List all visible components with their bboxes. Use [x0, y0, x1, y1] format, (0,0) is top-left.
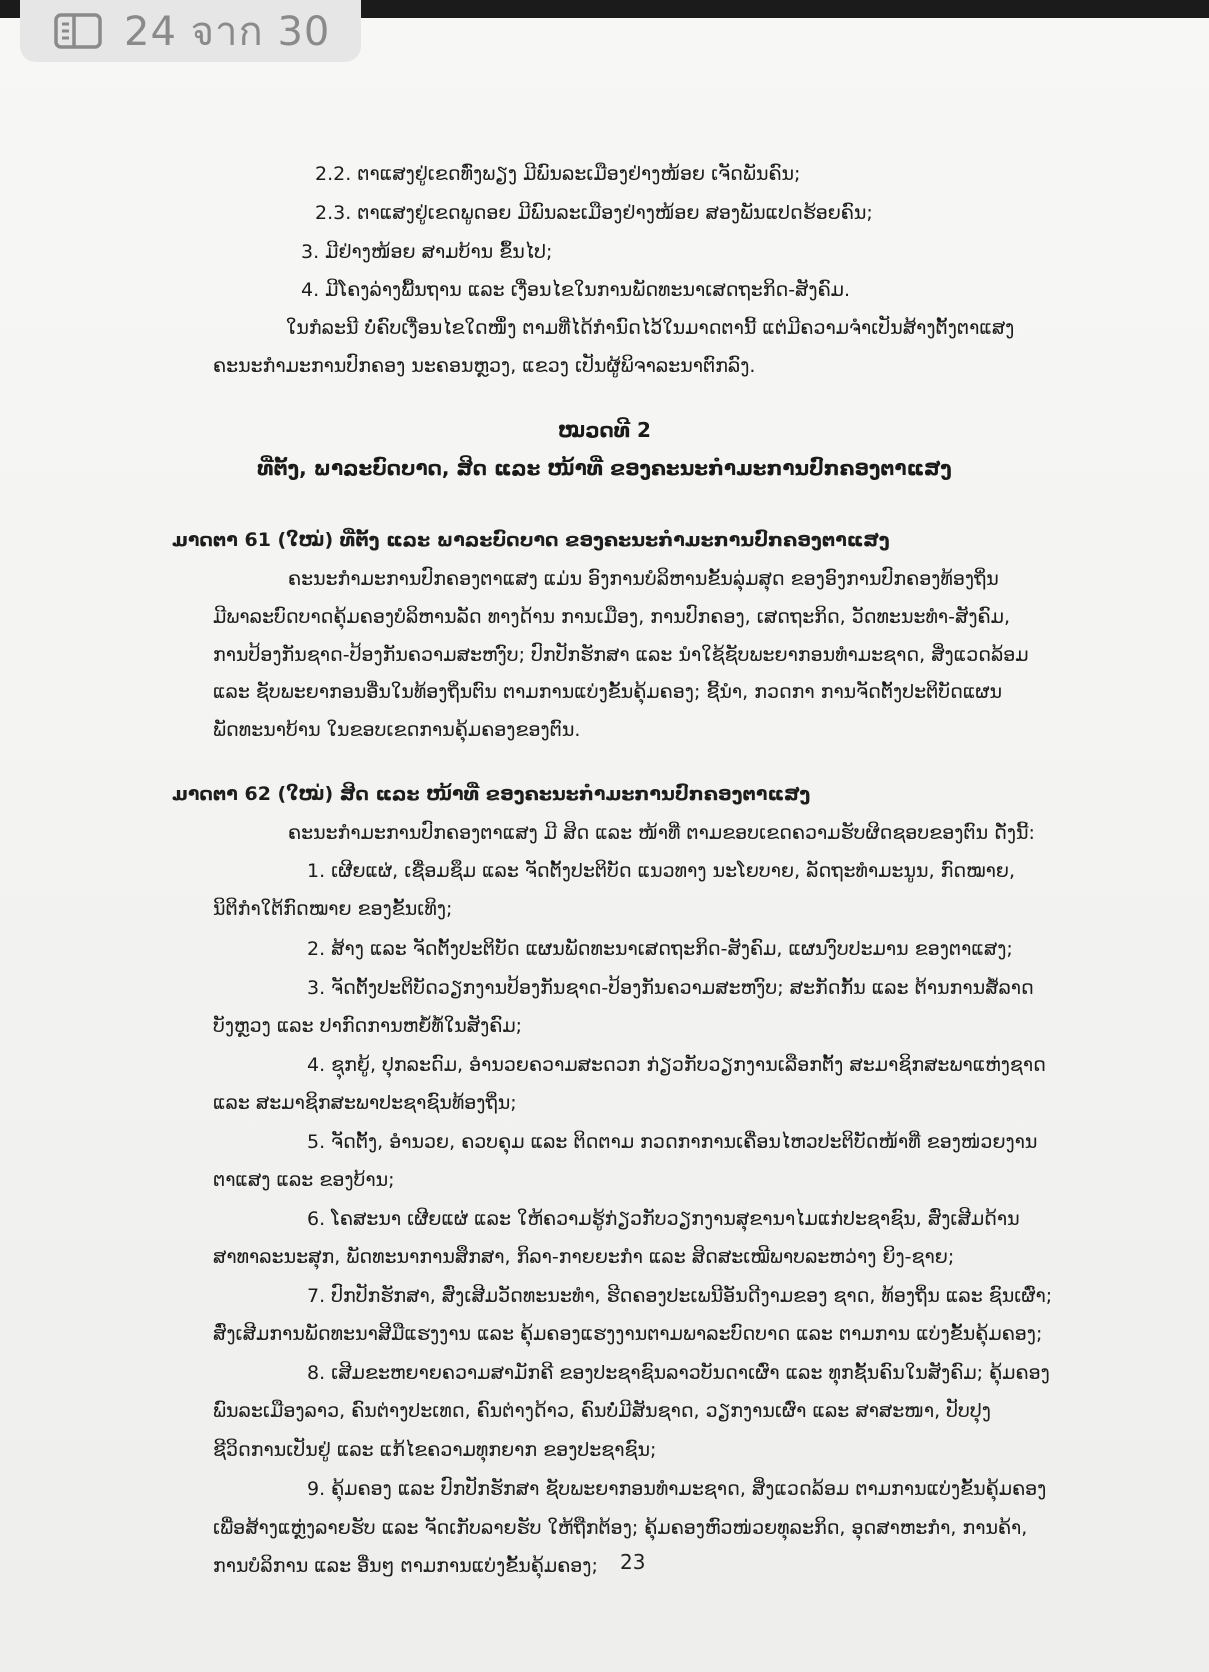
list-item: 3. ມີຢ່າງໜ້ອຍ ສາມບ້ານ ຂຶ້ນໄປ;: [301, 241, 553, 263]
article-62-line: 3. ຈັດຕັ້ງປະຕິບັດວຽກງານປ້ອງກັນຊາດ-ປ້ອງກັນຄວາມສະຫງົບ; ສະກັດກັ້ນ ແລະ ຕ້ານການສໍ້ລາດ: [307, 977, 1034, 999]
article-62-line: 6. ໂຄສະນາ ເຜີຍແຜ່ ແລະ ໃຫ້ຄວາມຮູ້ກ່ຽວກັບວຽກງານສຸຂານາໄມແກ່ປະຊາຊົນ, ສົ່ງເສີມດ້ານ: [307, 1208, 1020, 1230]
article-62-line: ຕາແສງ ແລະ ຂອງບ້ານ;: [213, 1169, 395, 1191]
article-61-heading: ມາດຕາ 61 (ໃໝ່) ທີ່ຕັ້ງ ແລະ ພາລະບົດບາດ ຂອງຄະນະກຳມະການປົກຄອງຕາແສງ: [172, 529, 890, 551]
document-page: [0, 18, 1209, 1672]
article-62-line: ສົ່ງເສີມການພັດທະນາສີມືແຮງງານ ແລະ ຄຸ້ມຄອງແຮງງານຕາມພາລະບົດບາດ ແລະ ຕາມການ ແບ່ງຂັ້ນຄຸ້ມຄອງ;: [213, 1323, 1043, 1345]
article-61-line: ການປ້ອງກັນຊາດ-ປ້ອງກັນຄວາມສະຫງົບ; ປົກປັກຮັກສາ ແລະ ນຳໃຊ້ຊັບພະຍາກອນທຳມະຊາດ, ສິ່ງແວດລ້ອມ: [213, 644, 1029, 666]
article-62-line: 7. ປົກປັກຮັກສາ, ສົ່ງເສີມວັດທະນະທຳ, ຮີດຄອງປະເພນີອັນດີງາມຂອງ ຊາດ, ທ້ອງຖິ່ນ ແລະ ຊົນເຜົ່າ;: [307, 1285, 1053, 1307]
article-62-line: ສາທາລະນະສຸກ, ພັດທະນາການສຶກສາ, ກິລາ-ກາຍຍະກຳ ແລະ ສິດສະເໝີພາບລະຫວ່າງ ຍິງ-ຊາຍ;: [213, 1246, 955, 1268]
article-62-line: 8. ເສີມຂະຫຍາຍຄວາມສາມັກຄີ ຂອງປະຊາຊົນລາວບັນດາເຜົ່າ ແລະ ທຸກຊັ້ນຄົນໃນສັງຄົມ; ຄຸ້ມຄອງ: [307, 1362, 1050, 1384]
article-62-line: ນິຕິກຳໃຕ້ກົດໝາຍ ຂອງຂັ້ນເທິງ;: [213, 898, 453, 920]
page-counter-label: 24 จาก 30: [124, 9, 331, 55]
article-62-line: 4. ຊຸກຍູ້, ປຸກລະດົມ, ອຳນວຍຄວາມສະດວກ ກ່ຽວກັບວຽກງານເລືອກຕັ້ງ ສະມາຊິກສະພາແຫ່ງຊາດ: [307, 1054, 1046, 1076]
article-61-line: ແລະ ຊັບພະຍາກອນອື່ນໃນທ້ອງຖິ່ນຕົນ ຕາມການແບ່ງຂັ້ນຄຸ້ມຄອງ; ຊີ້ນຳ, ກວດກາ ການຈັດຕັ້ງປະຕິບັດແຜນ: [213, 681, 1003, 703]
article-62-line: 9. ຄຸ້ມຄອງ ແລະ ປົກປັກຮັກສາ ຊັບພະຍາກອນທຳມະຊາດ, ສິ່ງແວດລ້ອມ ຕາມການແບ່ງຂັ້ນຄຸ້ມຄອງ: [307, 1478, 1047, 1500]
article-62-line: ເພື່ອສ້າງແຫຼ່ງລາຍຮັບ ແລະ ຈັດເກັບລາຍຮັບ ໃຫ້ຖືກຕ້ອງ; ຄຸ້ມຄອງຫົວໜ່ວຍທຸລະກິດ, ອຸດສາຫະກຳ, ການຄ້າ,: [213, 1517, 1028, 1539]
section-title: ທີ່ຕັ້ງ, ພາລະບົດບາດ, ສິດ ແລະ ໜ້າທີ່ ຂອງຄະນະກຳມະການປົກຄອງຕາແສງ: [257, 456, 952, 480]
article-62-heading: ມາດຕາ 62 (ໃໝ່) ສິດ ແລະ ໜ້າທີ່ ຂອງຄະນະກຳມະການປົກຄອງຕາແສງ: [172, 783, 811, 805]
paragraph-line: ຄະນະກຳມະການປົກຄອງ ນະຄອນຫຼວງ, ແຂວງ ເປັນຜູ້ພິຈາລະນາຕົກລົງ.: [213, 355, 756, 377]
article-62-line: ແລະ ສະມາຊິກສະພາປະຊາຊົນທ້ອງຖິ່ນ;: [213, 1092, 517, 1114]
article-61-line: ພັດທະນາບ້ານ ໃນຂອບເຂດການຄຸ້ມຄອງຂອງຕົນ.: [213, 719, 581, 741]
article-62-line: ບັງຫຼວງ ແລະ ປາກົດການຫຍໍ້ທໍ້ໃນສັງຄົມ;: [213, 1015, 523, 1037]
page-counter-pill[interactable]: [20, 0, 361, 62]
list-item: 2.2. ຕາແສງຢູ່ເຂດທົ່ງພຽງ ມີພົນລະເມືອງຢ່າງໜ້ອຍ ເຈັດພັນຄົນ;: [315, 163, 801, 185]
article-62-line: ຄະນະກຳມະການປົກຄອງຕາແສງ ມີ ສິດ ແລະ ໜ້າທີ່ ຕາມຂອບເຂດຄວາມຮັບຜິດຊອບຂອງຕົນ ດັ່ງນີ້:: [288, 822, 1035, 844]
article-61-line: ຄະນະກຳມະການປົກຄອງຕາແສງ ແມ່ນ ອົງການບໍລິຫານຂັ້ນລຸ່ມສຸດ ຂອງອົງການປົກຄອງທ້ອງຖິ່ນ: [288, 568, 999, 590]
book-icon: [54, 13, 102, 49]
article-62-line: 2. ສ້າງ ແລະ ຈັດຕັ້ງປະຕິບັດ ແຜນພັດທະນາເສດຖະກິດ-ສັງຄົມ, ແຜນງົບປະມານ ຂອງຕາແສງ;: [307, 938, 1013, 960]
article-62-line: ຊີວິດການເປັນຢູ່ ແລະ ແກ້ໄຂຄວາມທຸກຍາກ ຂອງປະຊາຊົນ;: [213, 1439, 657, 1461]
article-62-line: 5. ຈັດຕັ້ງ, ອຳນວຍ, ຄວບຄຸມ ແລະ ຕິດຕາມ ກວດກາການເຄື່ອນໄຫວປະຕິບັດໜ້າທີ່ ຂອງໜ່ວຍງານ: [307, 1131, 1038, 1153]
paragraph-line: ໃນກໍລະນີ ບໍ່ຄົບເງື່ອນໄຂໃດໜຶ່ງ ຕາມທີ່ໄດ້ກຳນົດໄວ້ໃນມາດຕານີ້ ແຕ່ມີຄວາມຈຳເປັນສ້າງຕັ້ງຕາແສງ: [286, 317, 1015, 339]
article-62-line: ພົນລະເມືອງລາວ, ຄົນຕ່າງປະເທດ, ຄົນຕ່າງດ້າວ, ຄົນບໍ່ມີສັນຊາດ, ວຽກງານເຜົ່າ ແລະ ສາສະໜາ, ປັບປຸງ: [213, 1400, 991, 1422]
article-62-line: ການບໍລິການ ແລະ ອື່ນໆ ຕາມການແບ່ງຂັ້ນຄຸ້ມຄອງ;: [213, 1555, 598, 1577]
article-61-line: ມີພາລະບົດບາດຄຸ້ມຄອງບໍລິຫານລັດ ທາງດ້ານ ການເມືອງ, ການປົກຄອງ, ເສດຖະກິດ, ວັດທະນະທຳ-ສັງຄົມ,: [213, 606, 1010, 628]
list-item: 2.3. ຕາແສງຢູ່ເຂດພູດອຍ ມີພົນລະເມືອງຢ່າງໜ້ອຍ ສອງພັນແປດຮ້ອຍຄົນ;: [315, 202, 873, 224]
article-62-line: 1. ເຜີຍແຜ່, ເຊື່ອມຊຶມ ແລະ ຈັດຕັ້ງປະຕິບັດ ແນວທາງ ນະໂຍບາຍ, ລັດຖະທຳມະນູນ, ກົດໝາຍ,: [307, 860, 1015, 882]
section-number: ໝວດທີ 2: [558, 418, 651, 442]
page-number: 23: [620, 1550, 646, 1574]
list-item: 4. ມີໂຄງລ່າງພື້ນຖານ ແລະ ເງື່ອນໄຂໃນການພັດທະນາເສດຖະກິດ-ສັງຄົມ.: [301, 279, 851, 301]
